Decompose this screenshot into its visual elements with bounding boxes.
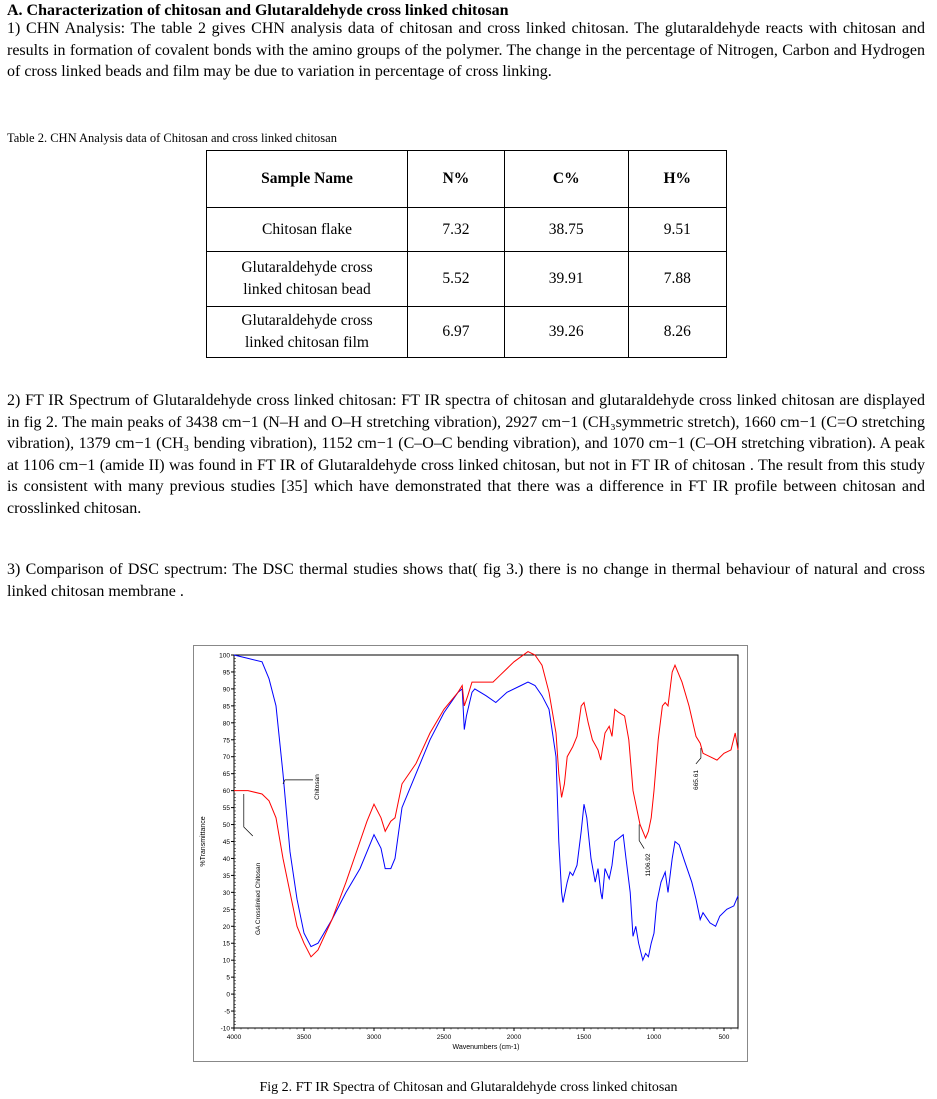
x-tick-label: 4000 — [226, 1034, 242, 1041]
cell: 7.32 — [408, 208, 505, 252]
y-tick-label: 25 — [222, 906, 230, 914]
ftir-figure — [193, 645, 748, 1062]
y-tick-label: 100 — [219, 652, 230, 660]
cell: 7.88 — [628, 252, 726, 307]
annotation-leader — [244, 794, 253, 836]
cell: 5.52 — [408, 252, 505, 307]
series-line-ga-crosslinked — [234, 652, 738, 957]
y-tick-label: 85 — [222, 703, 230, 711]
figure-caption: Fig 2. FT IR Spectra of Chitosan and Glutaraldehyde cross linked chitosan — [259, 1080, 678, 1095]
cell: 39.91 — [504, 252, 628, 307]
ftir-chart — [194, 646, 747, 1061]
table-caption: Table 2. CHN Analysis data of Chitosan and cross linked chitosan — [7, 131, 337, 145]
x-tick-label: 3000 — [366, 1034, 382, 1041]
cell: 8.26 — [628, 307, 726, 358]
table-row — [207, 252, 727, 307]
cell: Glutaraldehyde cross linked chitosan bead — [207, 252, 408, 307]
y-tick-label: 10 — [222, 957, 230, 965]
y-tick-label: 55 — [222, 805, 230, 813]
y-tick-label: 75 — [222, 737, 230, 745]
header-c: C% — [504, 151, 628, 208]
y-tick-label: 95 — [222, 669, 230, 677]
y-tick-label: 70 — [222, 754, 230, 762]
annotation-1106: 1106.92 — [645, 853, 653, 877]
section-heading: A. Characterization of chitosan and Glutaraldehyde cross linked chitosan — [7, 2, 509, 19]
x-tick-label: 1500 — [576, 1034, 592, 1041]
header-n: N% — [408, 151, 505, 208]
table-row — [207, 208, 727, 252]
y-tick-label: 65 — [222, 771, 230, 779]
y-axis-label: %Transmittance — [200, 816, 207, 867]
annotation-ga-crosslinked: GA Crosslinked Chitosan — [254, 862, 262, 936]
y-tick-label: 40 — [222, 855, 230, 863]
y-tick-label: 20 — [222, 923, 230, 931]
y-tick-label: -5 — [224, 1008, 230, 1016]
cell: 38.75 — [504, 208, 628, 252]
y-tick-label: 45 — [222, 839, 230, 846]
plot-frame — [234, 655, 738, 1028]
cell: Chitosan flake — [207, 208, 408, 252]
cell: Glutaraldehyde cross linked chitosan film — [207, 307, 408, 358]
chn-table — [206, 150, 727, 358]
y-tick-label: 90 — [222, 686, 230, 694]
annotation-leader — [283, 780, 313, 784]
y-tick-label: 15 — [222, 940, 230, 948]
y-tick-label: 5 — [226, 974, 230, 982]
y-tick-label: 30 — [222, 889, 230, 897]
paragraph-ftir: 2) FT IR Spectrum of Glutaraldehyde cross linked chitosan: FT IR spectra of chitosan and glutaraldehyde cross linked chitosan are displayed in fig 2. The main peaks of 3438 cm−1 (N–H and O–H stretching vibration), 2927 cm−1 (CH₃symmetric stretch), 1660 cm−1 (C=O stretching vibration), 1379 cm−1 (CH₃ bending vibration), 1152 cm−1 (C–O–C bending vibration), and 1070 cm−1 (C–OH stretching vibration). A peak at 1106 cm−1 (amide II) was found in FT IR of Glutaraldehyde cross linked chitosan, but not in FT IR of chitosan . The result from this study is consistent with many previous studies [35] which have demonstrated that there was a difference in FT IR profile between chitosan and crosslinked chitosan. — [7, 392, 925, 517]
y-tick-label: -10 — [220, 1025, 230, 1033]
series-line-chitosan — [234, 655, 738, 960]
paragraph-dsc: 3) Comparison of DSC spectrum: The DSC thermal studies shows that( fig 3.) there is no change in thermal behaviour of natural and cross linked chitosan membrane . — [7, 561, 925, 600]
cell: 6.97 — [408, 307, 505, 358]
annotation-leader — [696, 748, 701, 764]
annotation-665: 665.61 — [692, 770, 700, 790]
y-tick-label: 35 — [222, 872, 230, 880]
x-tick-label: 1000 — [646, 1034, 662, 1041]
x-axis-label: Wavenumbers (cm-1) — [452, 1044, 520, 1051]
x-tick-label: 2000 — [506, 1034, 522, 1041]
paragraph-chn: 1) CHN Analysis: The table 2 gives CHN analysis data of chitosan and cross linked chitosan. The glutaraldehyde reacts with chitosan and results in formation of covalent bonds with the amino groups of the polymer. The change in the percentage of Nitrogen, Carbon and Hydrogen of cross linked beads and film may be due to variation in percentage of cross linking. — [7, 20, 925, 80]
cell: 39.26 — [504, 307, 628, 358]
x-tick-label: 3500 — [296, 1034, 312, 1041]
cell: 9.51 — [628, 208, 726, 252]
table-row — [207, 307, 727, 358]
x-tick-label: 500 — [718, 1034, 730, 1041]
header-sample: Sample Name — [207, 151, 408, 208]
y-tick-label: 50 — [222, 822, 230, 830]
y-tick-label: 80 — [222, 720, 230, 728]
annotation-chitosan: Chitosan — [314, 774, 321, 800]
y-tick-label: 0 — [226, 991, 230, 999]
header-h: H% — [628, 151, 726, 208]
y-tick-label: 60 — [222, 788, 230, 796]
x-tick-label: 2500 — [436, 1034, 452, 1041]
